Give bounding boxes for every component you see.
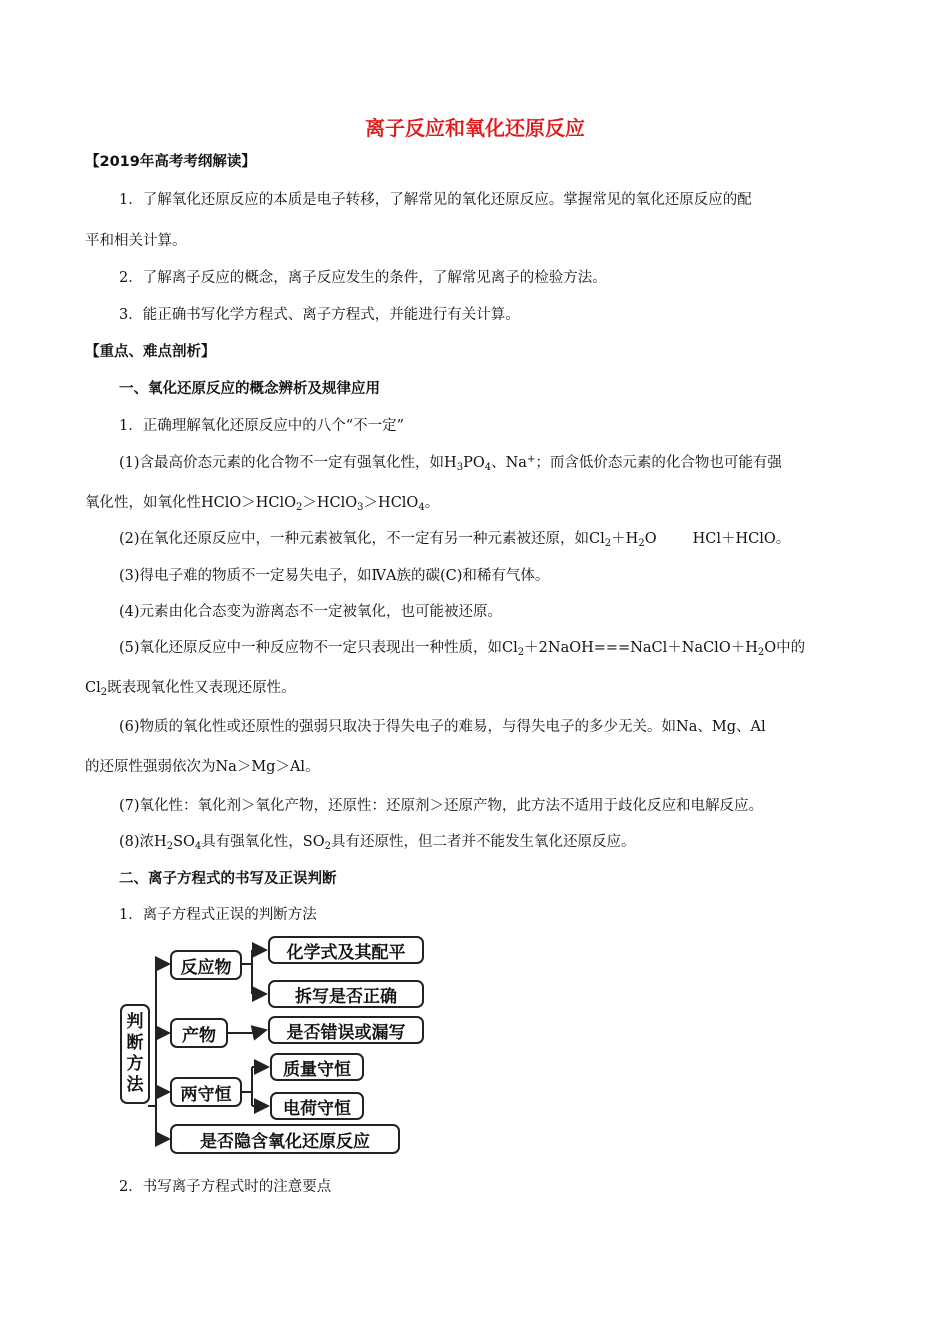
- point-5-cont: $Cl_2$既表现氧化性又表现还原性。: [85, 680, 296, 698]
- page-title: 离子反应和氧化还原反应: [365, 116, 585, 140]
- split-box: 拆写是否正确: [268, 980, 424, 1008]
- exam-section-heading: 【2019年高考考纲解读】: [85, 154, 256, 170]
- judgment-method-diagram: [118, 942, 428, 1160]
- point-5: (5)氧化还原反应中一种反应物不一定只表现出一种性质，如$Cl_2+2NaOH===NaCl+NaClO+H_2O$中的: [119, 640, 806, 658]
- exam-item-1-cont: 平和相关计算。: [85, 233, 187, 249]
- root-box: 判 断 方 法: [120, 1004, 150, 1104]
- formula-box: 化学式及其配平: [268, 936, 424, 964]
- point-4: (4)元素由化合态变为游离态不一定被氧化，也可能被还原。: [119, 604, 503, 620]
- key-section-heading: 【重点、难点剖析】: [85, 344, 216, 360]
- point-1: (1)含最高价态元素的化合物不一定有强氧化性，如$H_3PO_4$、Na+；而含低价态元素的化合物也可能有强: [119, 454, 782, 473]
- part2-subheading-1: 1．离子方程式正误的判断方法: [119, 907, 317, 923]
- exam-item-3: 3．能正确书写化学方程式、离子方程式，并能进行有关计算。: [119, 307, 520, 323]
- part1-subheading: 1．正确理解氧化还原反应中的八个“不一定”: [119, 418, 405, 434]
- error-box: 是否错误或漏写: [268, 1016, 424, 1044]
- point-8: (8)浓$H_2SO_4$具有强氧化性，$SO_2$具有还原性，但二者并不能发生氧化还原反应。: [119, 834, 636, 852]
- part2-heading: 二、离子方程式的书写及正误判断: [119, 871, 337, 887]
- point-6-cont: 的还原性强弱依次为Na＞Mg＞Al。: [85, 759, 320, 775]
- point-1-cont: 氧化性，如氧化性HClO＞HClO$_2$＞HClO$_3$＞HClO$_4$。: [85, 495, 440, 513]
- part2-subheading-2: 2．书写离子方程式时的注意要点: [119, 1179, 332, 1195]
- point-3: (3)得电子难的物质不一定易失电子，如ⅣA族的碳(C)和稀有气体。: [119, 568, 550, 584]
- mass-box: 质量守恒: [270, 1053, 364, 1081]
- product-box: 产物: [170, 1018, 228, 1048]
- point-2: (2)在氧化还原反应中，一种元素被氧化，不一定有另一种元素被还原，如$Cl_2+H_2O$ HCl＋HClO。: [119, 531, 791, 549]
- point-6: (6)物质的氧化性或还原性的强弱只取决于得失电子的难易，与得失电子的多少无关。如Na、Mg、Al: [119, 719, 766, 735]
- exam-item-2: 2．了解离子反应的概念，离子反应发生的条件，了解常见离子的检验方法。: [119, 270, 607, 286]
- charge-box: 电荷守恒: [270, 1092, 364, 1120]
- conservation-box: 两守恒: [170, 1077, 242, 1107]
- reactant-box: 反应物: [170, 950, 242, 980]
- exam-item-1: 1．了解氧化还原反应的本质是电子转移，了解常见的氧化还原反应。掌握常见的氧化还原反应的配: [119, 192, 752, 208]
- part1-heading: 一、氧化还原反应的概念辨析及规律应用: [119, 381, 380, 397]
- point-7: (7)氧化性：氧化剂＞氧化产物，还原性：还原剂＞还原产物，此方法不适用于歧化反应和电解反应。: [119, 798, 764, 814]
- redox-box: 是否隐含氧化还原反应: [170, 1124, 400, 1154]
